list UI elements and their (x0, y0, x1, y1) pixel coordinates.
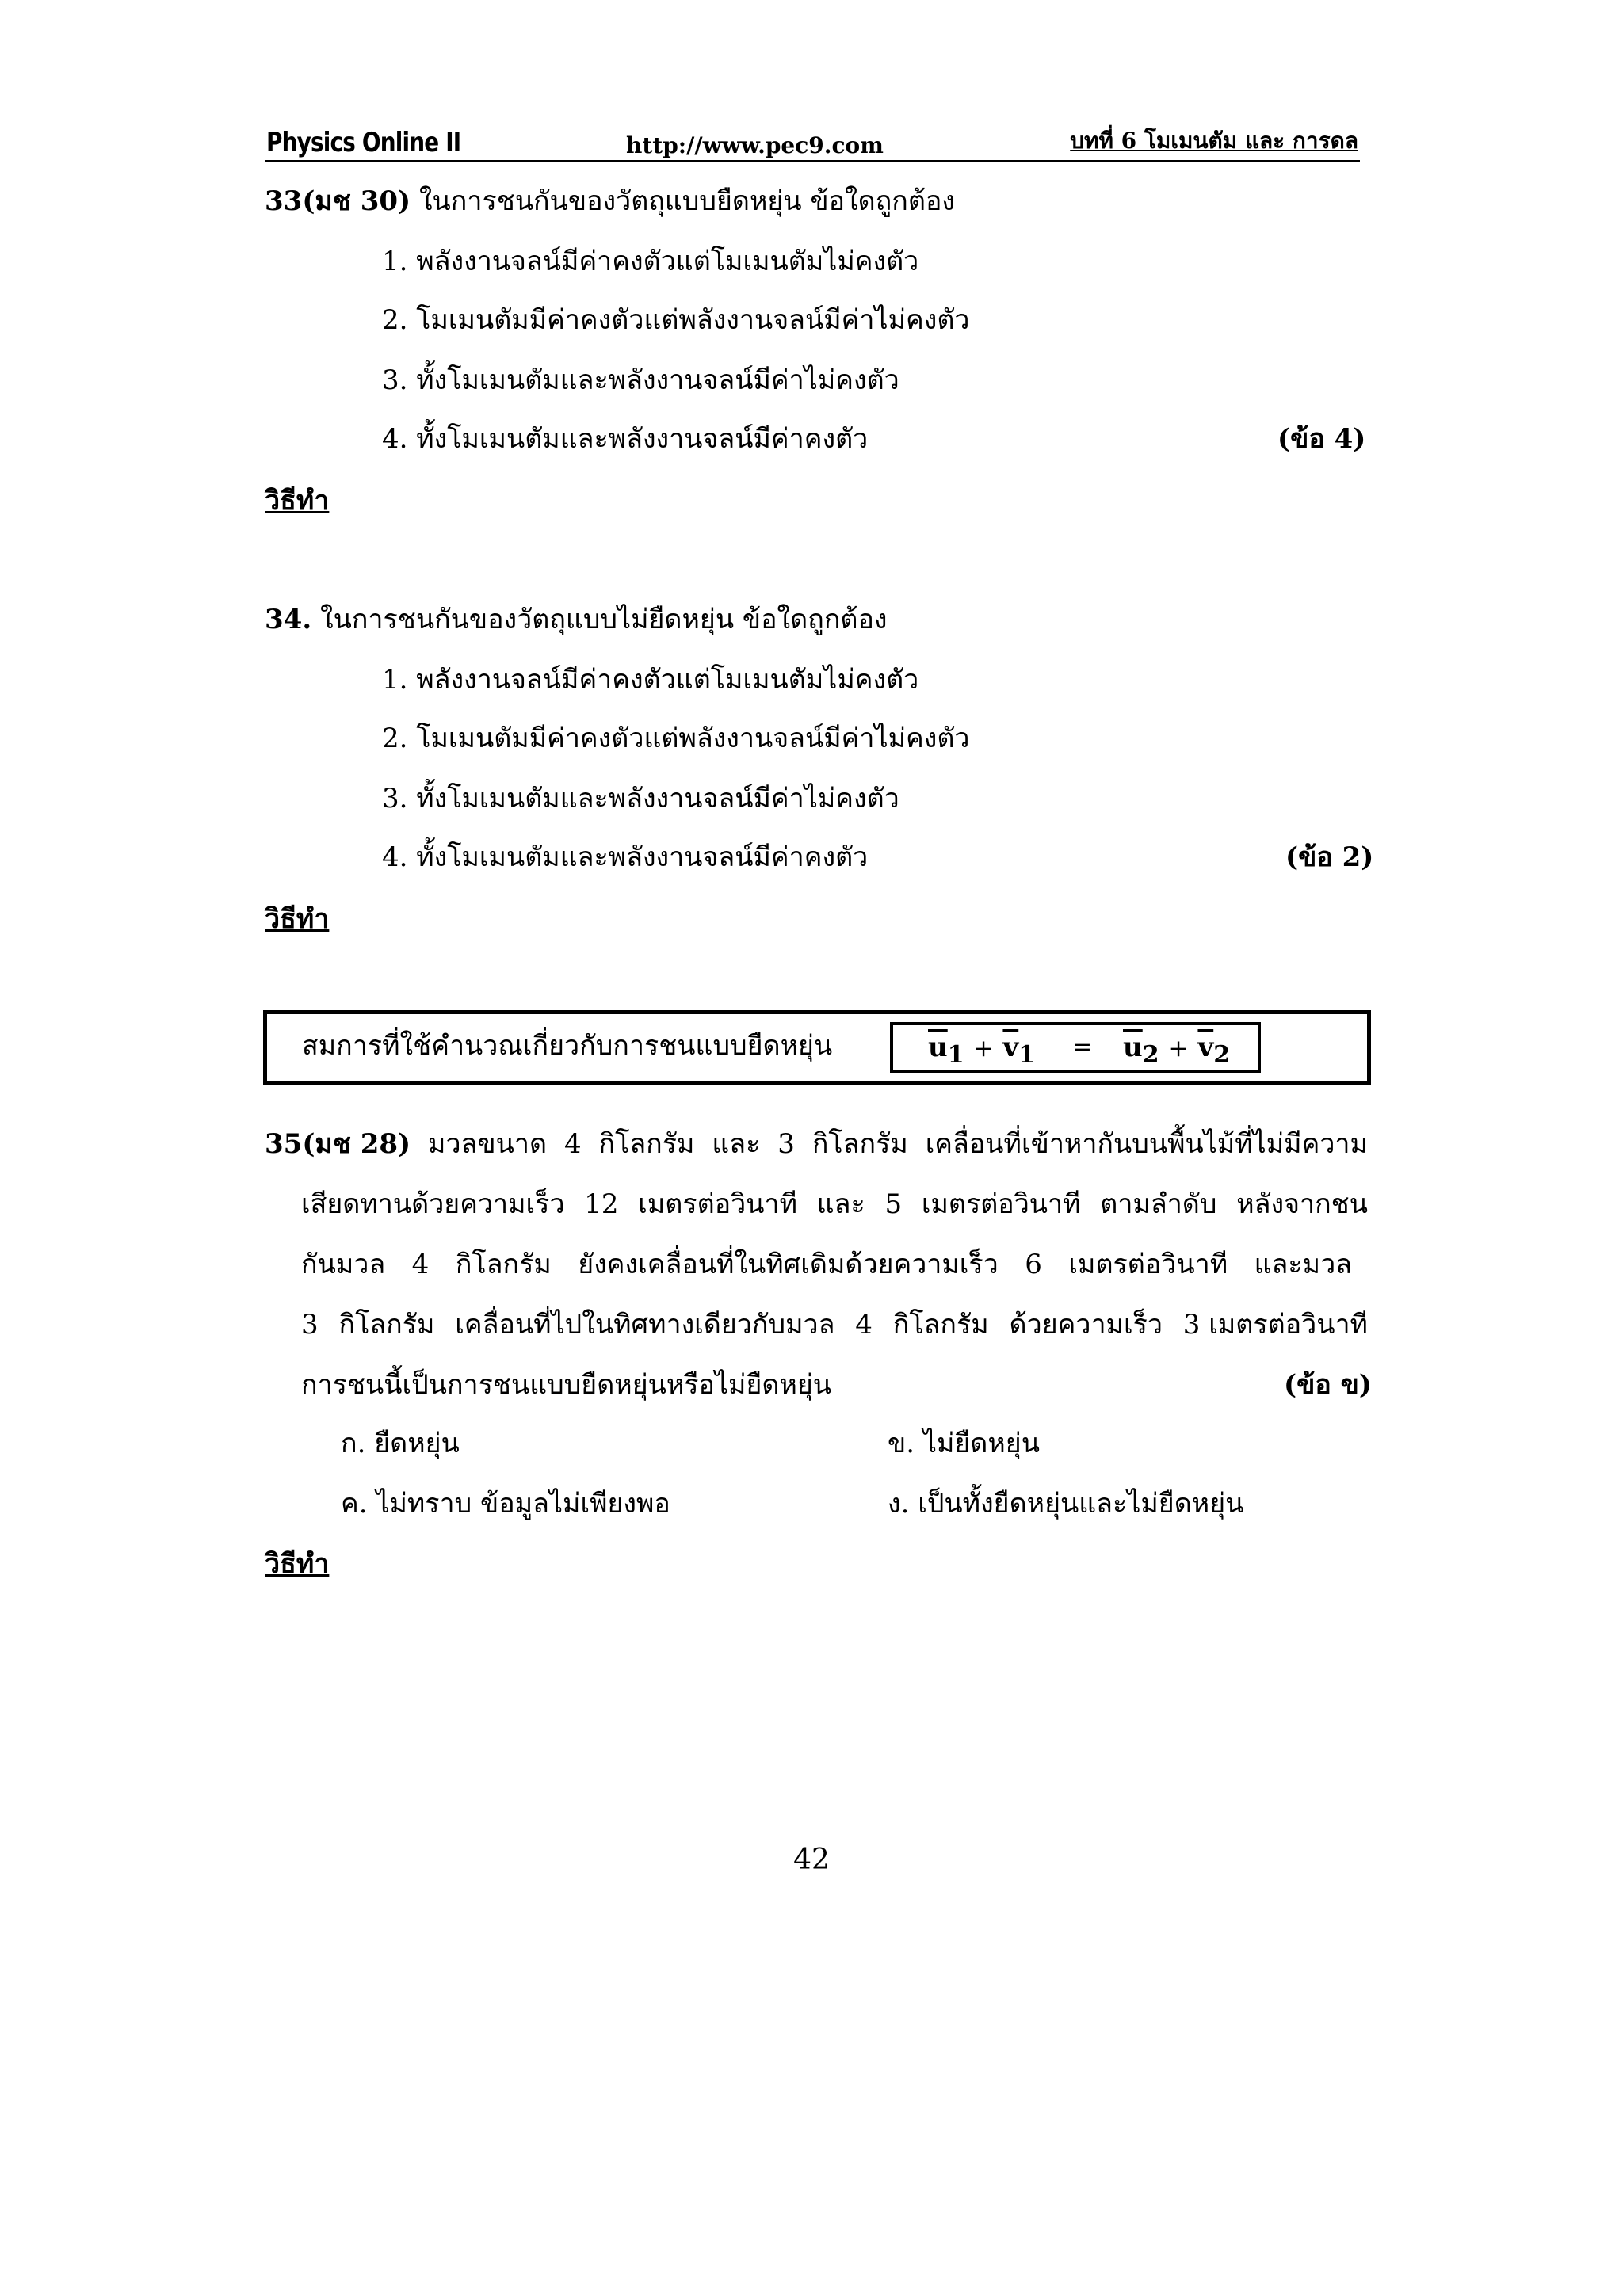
equals-sign: = (1072, 1033, 1093, 1061)
v2-symbol: $\overline{v}$ (1197, 1032, 1214, 1063)
q35-line-4 (301, 1307, 1368, 1342)
q35-word: 3 (301, 1309, 319, 1341)
q35-line-5: การชนนี้เป็นการชนแบบยืดหยุ่นหรือไม่ยืดหยุ่น (301, 1369, 832, 1401)
q35-word: เคลื่อนที่ไปในทิศทางเดียวกับมวล (455, 1309, 835, 1341)
header-url: http://www.pec9.com (626, 132, 884, 158)
q34-choice-4: 4. ทั้งโมเมนตัมและพลังงานจลน์มีค่าคงตัว (382, 841, 869, 873)
q35-word: เมตรต่อวินาที (1068, 1249, 1228, 1280)
q35-word: เสียดทานด้วยความเร็ว (301, 1188, 565, 1220)
q34-choice-1: 1. พลังงานจลน์มีค่าคงตัวแต่โมเมนตัมไม่คงตัว (382, 664, 919, 696)
u2-subscript: 2 (1142, 1041, 1159, 1069)
q35-choice-a: ก. ยืดหยุ่น (341, 1428, 460, 1459)
u1-subscript: 1 (947, 1041, 964, 1069)
q33-number: 33(มช 30) (265, 185, 411, 217)
q33-choice-3: 3. ทั้งโมเมนตัมและพลังงานจลน์มีค่าไม่คงตัว (382, 364, 899, 396)
equation-rhs (1123, 1030, 1231, 1069)
v1-symbol: $\overline{v}$ (1002, 1032, 1019, 1063)
q34-choice-2: 2. โมเมนตัมมีค่าคงตัวแต่พลังงานจลน์มีค่าไม่คงตัว (382, 723, 970, 754)
q35-word: กิโลกรัม (455, 1249, 552, 1280)
q33-text: ในการชนกันของวัตถุแบบยืดหยุ่น ข้อใดถูกต้อง (418, 185, 955, 217)
q35-word: กิโลกรัม (812, 1128, 908, 1160)
q35-word: ตามลำดับ (1100, 1188, 1217, 1220)
q35-line-2 (301, 1187, 1368, 1222)
q35-word: และ (816, 1188, 865, 1220)
q35-method-label: วิธีทำ (265, 1548, 330, 1580)
q35-word: กันมวล (301, 1249, 386, 1280)
q35-word: กิโลกรัม (598, 1128, 695, 1160)
q35-choice-c: ค. ไม่ทราบ ข้อมูลไม่เพียงพอ (341, 1488, 670, 1520)
q35-word: 4 (855, 1309, 873, 1341)
u1-symbol: $\overline{u}$ (928, 1032, 948, 1063)
v2-subscript: 2 (1213, 1041, 1231, 1069)
q35-word: 6 (1025, 1249, 1042, 1280)
q35-word: 12 (584, 1188, 619, 1220)
q35-word: เมตรต่อวินาที (638, 1188, 797, 1220)
equation-lhs (928, 1030, 1036, 1069)
q34-answer: (ข้อ 2) (1285, 841, 1374, 873)
q35-word: ด้วยความเร็ว (1009, 1309, 1163, 1341)
q35-word: ยังคงเคลื่อนที่ในทิศเดิมด้วยความเร็ว (578, 1249, 999, 1280)
q33-question (265, 184, 955, 219)
q35-word: เคลื่อนที่เข้าหากันบนพื้นไม้ที่ไม่มีความ (925, 1128, 1368, 1160)
q35-word: มวลขนาด (428, 1128, 548, 1160)
header-chapter: บทที่ 6 โมเมนตัม และ การดล (1070, 128, 1358, 154)
equation-box (263, 1010, 1371, 1085)
q35-line-1 (265, 1127, 1368, 1161)
q35-word: เมตรต่อวินาที (921, 1188, 1081, 1220)
q34-choice-3: 3. ทั้งโมเมนตัมและพลังงานจลน์มีค่าไม่คงตัว (382, 783, 899, 814)
q33-choice-4: 4. ทั้งโมเมนตัมและพลังงานจลน์มีค่าคงตัว (382, 423, 869, 455)
q35-answer: (ข้อ ข) (1284, 1369, 1372, 1401)
q35-choice-b: ข. ไม่ยืดหยุ่น (888, 1428, 1040, 1459)
q33-method-label: วิธีทำ (265, 485, 330, 517)
q35-number: 35(มช 28) (265, 1128, 411, 1160)
page-number: 42 (793, 1844, 830, 1876)
q35-word: กิโลกรัม (338, 1309, 435, 1341)
plus-sign-2: + (1168, 1035, 1189, 1062)
equation-label: สมการที่ใช้คำนวณเกี่ยวกับการชนแบบยืดหยุ่น (302, 1030, 833, 1062)
q35-word: หลังจากชน (1236, 1188, 1368, 1220)
q33-choice-1: 1. พลังงานจลน์มีค่าคงตัวแต่โมเมนตัมไม่คงตัว (382, 246, 919, 277)
q35-word: กิโลกรัม (892, 1309, 989, 1341)
page-header (265, 125, 1360, 162)
q34-method-label: วิธีทำ (265, 903, 330, 935)
plus-sign-1: + (973, 1035, 994, 1062)
q35-word: 3 เมตรต่อวินาที (1182, 1309, 1368, 1341)
q35-word: 3 (777, 1128, 795, 1160)
q33-choice-2: 2. โมเมนตัมมีค่าคงตัวแต่พลังงานจลน์มีค่าไม่คงตัว (382, 304, 970, 336)
q34-text: ในการชนกันของวัตถุแบบไม่ยืดหยุ่น ข้อใดถูกต้อง (319, 604, 888, 635)
q33-answer: (ข้อ 4) (1277, 423, 1366, 455)
q35-word: และมวล (1254, 1249, 1352, 1280)
q35-line-3 (301, 1247, 1352, 1282)
q35-word: และ (712, 1128, 761, 1160)
v1-subscript: 1 (1018, 1041, 1036, 1069)
q35-word: 5 (884, 1188, 903, 1220)
q35-word: 4 (411, 1249, 430, 1280)
header-site-name: Physics Online II (266, 127, 461, 158)
q35-word: 4 (563, 1128, 582, 1160)
q34-question (265, 602, 888, 637)
u2-symbol: $\overline{u}$ (1123, 1032, 1143, 1063)
q34-number: 34. (265, 604, 312, 635)
q35-choice-d: ง. เป็นทั้งยืดหยุ่นและไม่ยืดหยุ่น (888, 1488, 1244, 1520)
equation-formula (890, 1022, 1261, 1073)
